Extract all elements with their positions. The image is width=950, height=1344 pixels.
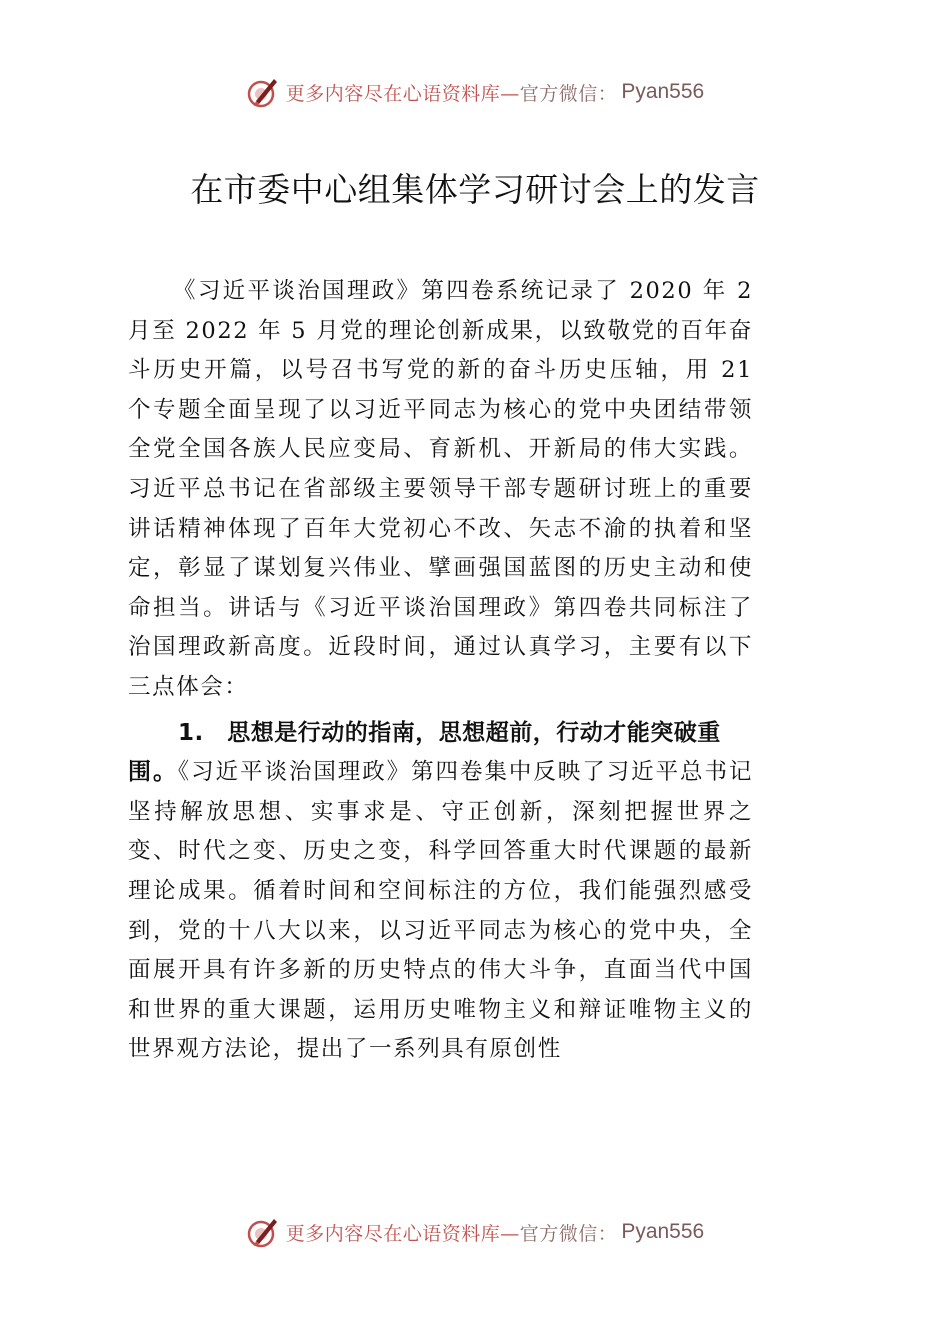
section-heading-1: 1. 思想是行动的指南，思想超前，行动才能突破重 [178, 719, 721, 746]
watermark-text: 更多内容尽在心语资料库— [285, 82, 520, 105]
watermark-wechat-id: Pyan556 [621, 80, 705, 103]
watermark-wechat-label: 官方微信： [519, 82, 618, 105]
header-watermark [0, 72, 950, 112]
pen-logo-icon [246, 1215, 280, 1249]
paragraph-section-1 [128, 753, 753, 1070]
paragraph-section-1-text: 《习近平谈治国理政》第四卷集中反映了习近平总书记坚持解放思想、实事求是、守正创新，深刻把握世界之变、时代之变、历史之变，科学回答重大时代课题的最新理论成果。循着时间和空间标注的方位，我们能强烈感受到，党的十八大以来，以习近平同志为核心的党中央，全面展开具有许多新的历史特点的伟大斗争，直面当代中国和世界的重大课题，运用历史唯物主义和辩证唯物主义的世界观方法论，提出了一系列具有原创性 [128, 759, 754, 1063]
pen-logo-icon [246, 75, 280, 109]
watermark-wechat-label: 官方微信： [519, 1222, 618, 1245]
watermark-text: 更多内容尽在心语资料库— [285, 1222, 520, 1245]
page-title: 在市委中心组集体学习研讨会上的发言 [190, 170, 760, 209]
footer-watermark [0, 1212, 950, 1252]
section-heading-1-tail: 围。 [128, 759, 178, 786]
document-body [128, 272, 753, 1070]
paragraph-intro: 《习近平谈治国理政》第四卷系统记录了 2020 年 2 月至 2022 年 5 月党的理论创新成果，以致敬党的百年奋斗历史开篇，以号召书写党的新的奋斗历史压轴，用 21 个专题全面呈现了以习近平同志为核心的党中央团结带领全党全国各族人民应变局、育新机、开新局的伟大实践。习近平总书记在省部级主要领导干部专题研讨班上的重要讲话精神体现了百年大党初心不改、矢志不渝的执着和坚定，彰显了谋划复兴伟业、擘画强国蓝图的历史主动和使命担当。讲话与《习近平谈治国理政》第四卷共同标注了治国理政新高度。近段时间，通过认真学习，主要有以下三点体会： [128, 278, 753, 700]
watermark-wechat-id: Pyan556 [621, 1220, 705, 1243]
